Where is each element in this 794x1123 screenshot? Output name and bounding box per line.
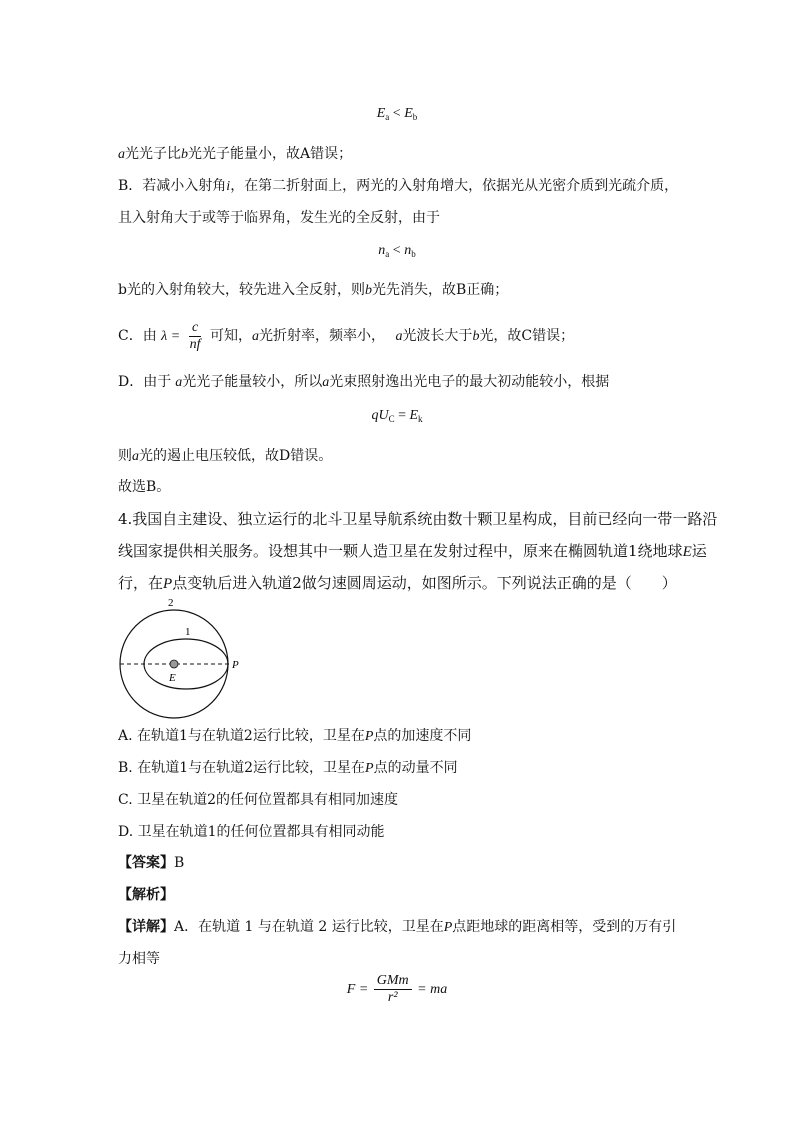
question-4-line-1: 4.我国自主建设、独立运行的北斗卫星导航系统由数十颗卫星构成，目前已经向一带一路沿 (118, 510, 718, 528)
analysis-heading: 【解析】 (118, 887, 174, 903)
orbit-diagram (116, 593, 246, 723)
equation-index-compare: $n_a < n_b$ (378, 243, 416, 259)
question-4-line-3: 行，在P点变轨后进入轨道2做匀速圆周运动，如图所示。下列说法正确的是（ ） (118, 574, 677, 592)
text-line: B．若减小入射角i，在第二折射面上，两光的入射角增大，依据光从光密介质到光疏介质， (118, 178, 679, 194)
option-d: D. 卫星在轨道1的任何位置都具有相同动能 (118, 824, 385, 840)
fraction-wavelength: $\frac{c}{nf}$ (189, 319, 201, 352)
text-line-with-fraction: C．由 λ = $\frac{c}{nf}$ 可知，a光折射率，频率小， a光波长大于b光，故C错误； (118, 319, 575, 352)
equation-stopping-voltage: $qU_C = E_k$ (371, 408, 423, 424)
answer-line: 【答案】B (118, 855, 185, 871)
option-c: C. 卫星在轨道2的任何位置都具有相同加速度 (118, 792, 399, 808)
label-orbit-1: 1 (185, 626, 191, 638)
detail-line-2: 力相等 (118, 951, 160, 967)
text-line: D．由于 a光光子能量较小，所以a光束照射逸出光电子的最大初动能较小，根据 (118, 374, 610, 390)
option-b: B. 在轨道1与在轨道2运行比较，卫星在P点的动量不同 (118, 760, 458, 776)
text-line: 故选B。 (118, 479, 171, 495)
label-point-p: P (232, 659, 239, 671)
option-a: A. 在轨道1与在轨道2运行比较，卫星在P点的加速度不同 (118, 728, 472, 744)
text-line: 且入射角大于或等于临界角，发生光的全反射，由于 (118, 210, 440, 226)
text-line: 则a光的遏止电压较低，故D错误。 (118, 448, 333, 464)
text-line: b光的入射角较大，较先进入全反射，则b光先消失，故B正确； (118, 282, 509, 298)
question-4-line-2: 线国家提供相关服务。设想其中一颗人造卫星在发射过程中，原来在椭圆轨道1绕地球E运 (118, 542, 707, 560)
equation-energy-compare: $E_a < E_b$ (376, 106, 418, 122)
label-orbit-2: 2 (168, 597, 174, 609)
detail-line-1: 【详解】A．在轨道 1 与在轨道 2 运行比较，卫星在P点距地球的距离相等，受到的万有引 (118, 919, 677, 935)
fraction-gravity: $\frac{\text{GMm}}{\text{r²}}$ (374, 973, 412, 1006)
earth-dot (170, 660, 178, 668)
equation-gravity: F = $\frac{\text{GMm}}{\text{r²}}$ = ma (346, 973, 448, 1006)
label-earth-e: E (169, 672, 176, 684)
text-line: a光光子比b光光子能量小，故A错误； (118, 146, 353, 162)
